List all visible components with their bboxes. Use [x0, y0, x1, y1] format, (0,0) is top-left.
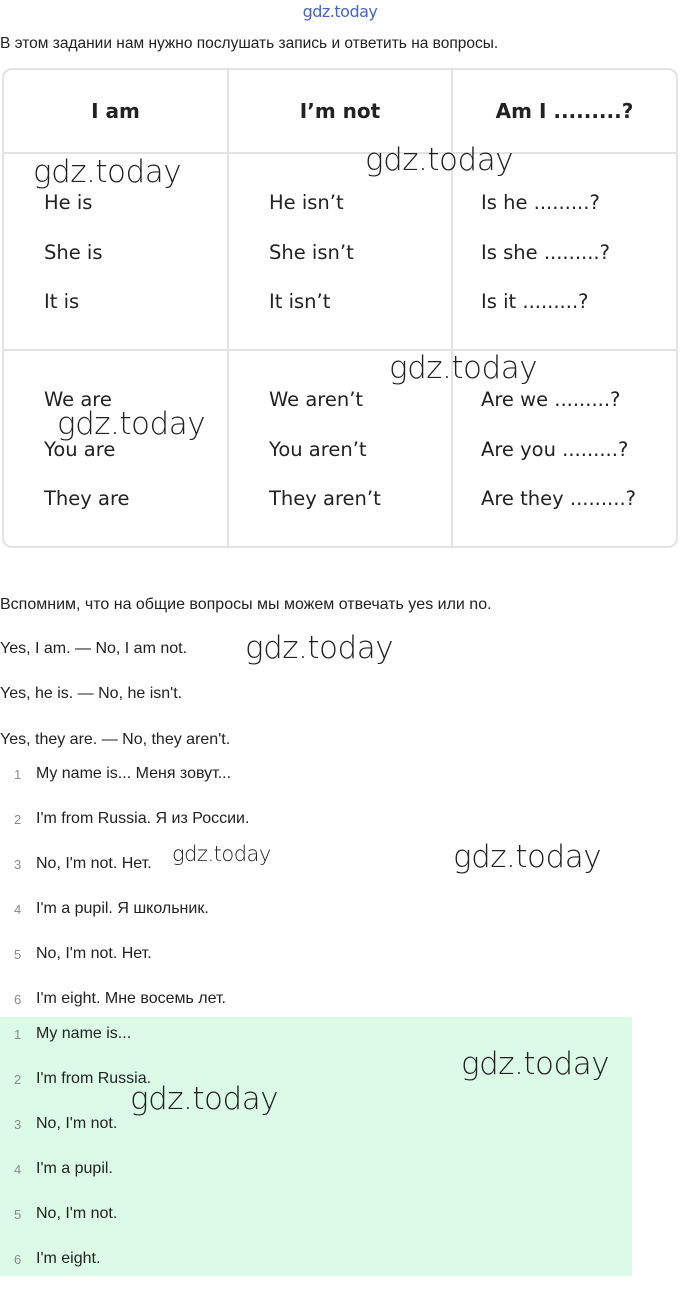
list-text: I'm a pupil. Я школьник. [36, 900, 209, 917]
watermark: gdz.today [389, 350, 538, 386]
watermark: gdz.today [172, 842, 271, 866]
watermark: gdz.today [365, 142, 514, 178]
table-cell [4, 153, 228, 350]
table-cell-line: They are [44, 487, 130, 511]
table-cell-line: We are [44, 388, 112, 412]
table-cell-line: Are you .........? [481, 437, 629, 461]
table-cell-line: It isn’t [269, 290, 331, 313]
table-cell-line: Is it .........? [481, 290, 589, 313]
example-line: Yes, they are. — No, they aren't. [0, 731, 231, 748]
list-text: I'm eight. Мне восемь лет. [36, 990, 226, 1007]
header-question: Am I .........? [452, 70, 676, 153]
table-cell-line: He isn’t [269, 191, 344, 214]
header-negative: I’m not [228, 70, 452, 153]
table-cell [228, 350, 452, 546]
watermark: gdz.today [130, 1081, 279, 1117]
table-cell [452, 350, 676, 546]
watermark: gdz.today [461, 1046, 610, 1082]
list-text: I'm a pupil. [36, 1160, 113, 1177]
list-text: I'm from Russia. [36, 1070, 152, 1087]
list-number: 4 [14, 1162, 22, 1177]
list-text: No, I'm not. Нет. [36, 855, 152, 872]
list-number: 3 [14, 1117, 22, 1132]
list-number: 2 [14, 812, 22, 827]
list-number: 3 [14, 857, 22, 872]
table-cell-line: They aren’t [269, 487, 381, 511]
example-line: Yes, I am. — No, I am not. [0, 640, 188, 657]
site-logo[interactable]: gdz.today [302, 2, 378, 21]
table-cell-line: You are [44, 437, 116, 461]
watermark: gdz.today [453, 839, 602, 875]
list-text: No, I'm not. Нет. [36, 945, 152, 962]
table-cell-line: Is she .........? [481, 240, 610, 264]
list-text: No, I'm not. [36, 1205, 118, 1222]
list-text: My name is... [36, 1025, 132, 1042]
table-cell-line: It is [44, 290, 80, 313]
table-cell [228, 153, 452, 350]
list-text: I'm from Russia. Я из России. [36, 810, 250, 827]
list-number: 5 [14, 947, 22, 962]
table-cell-line: We aren’t [269, 388, 364, 412]
list-number: 1 [14, 767, 22, 782]
list-text: I'm eight. [36, 1250, 101, 1267]
watermark: gdz.today [33, 154, 182, 190]
example-line: Yes, he is. — No, he isn't. [0, 685, 183, 702]
table-cell-line: You aren’t [269, 437, 367, 461]
task-intro: В этом задании нам нужно послушать запись и ответить на вопросы. [0, 35, 499, 52]
list-number: 2 [14, 1072, 22, 1087]
list-number: 5 [14, 1207, 22, 1222]
header-affirmative: I am [4, 70, 228, 153]
list-text: No, I'm not. [36, 1115, 118, 1132]
table-cell-line: She is [44, 240, 103, 264]
table-cell [4, 350, 228, 546]
list-text: My name is... Меня зовут... [36, 765, 232, 782]
table-cell-line: She isn’t [269, 240, 354, 264]
answer-box [0, 1017, 632, 1276]
table-cell-line: Are they .........? [481, 487, 637, 511]
watermark: gdz.today [245, 630, 394, 666]
table-cell-line: Is he .........? [481, 191, 600, 214]
pronoun-table [2, 68, 678, 548]
table-cell-line: Are we .........? [481, 388, 621, 412]
remember-note: Вспомним, что на общие вопросы мы можем отвечать yes или no. [0, 596, 492, 613]
list-number: 6 [14, 1252, 22, 1267]
table-cell [452, 153, 676, 350]
list-number: 1 [14, 1027, 22, 1042]
watermark: gdz.today [57, 406, 206, 442]
table-cell-line: He is [44, 191, 93, 214]
list-number: 6 [14, 992, 22, 1007]
list-number: 4 [14, 902, 22, 917]
